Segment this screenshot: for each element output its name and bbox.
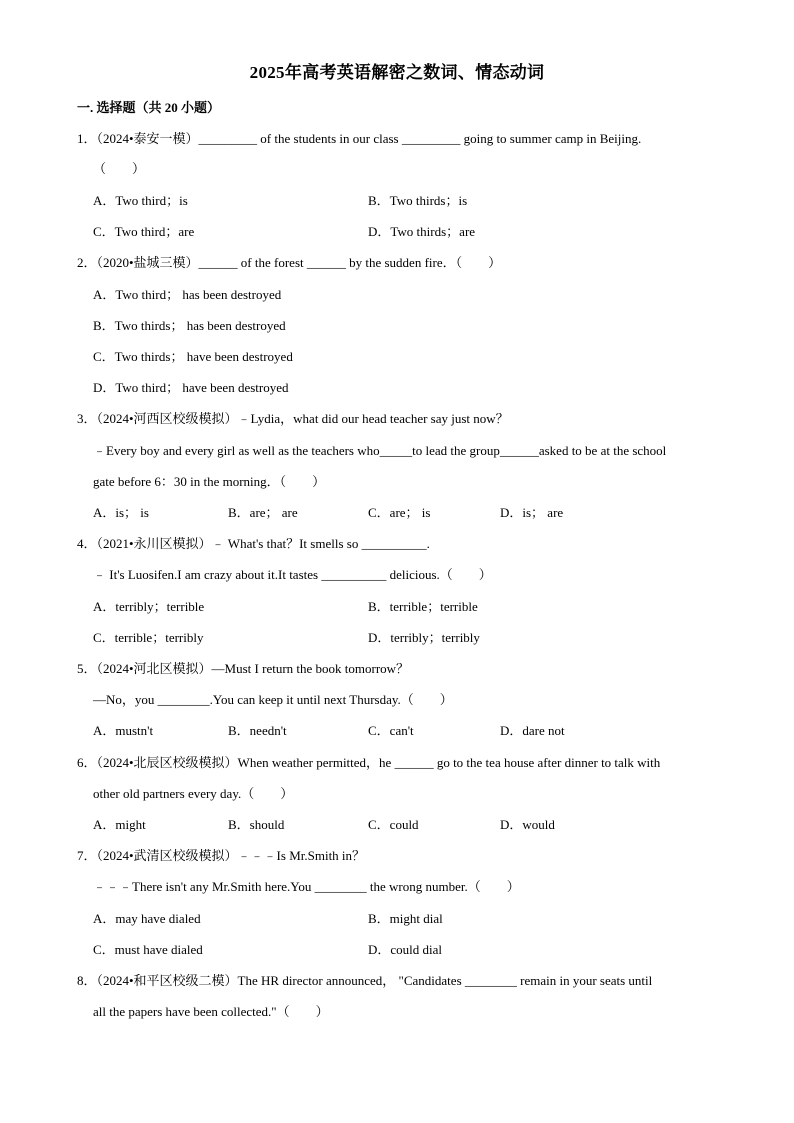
question-2-option-b[interactable]: B．Two thirds； has been destroyed bbox=[93, 318, 286, 333]
question-2-option-c[interactable]: C．Two thirds； have been destroyed bbox=[93, 349, 293, 364]
question-4-option-d[interactable]: D．terribly；terribly bbox=[368, 630, 480, 645]
question-6-option-d[interactable]: D．would bbox=[500, 817, 555, 832]
page-title: 2025年高考英语解密之数词、情态动词 bbox=[249, 63, 545, 82]
question-1-option-a[interactable]: A．Two third；is bbox=[93, 193, 188, 208]
question-3-stem-line-3: gate before 6：30 in the morning．（ ） bbox=[93, 474, 326, 489]
question-7-stem-line-2: ﹣﹣﹣There isn't any Mr.Smith here.You ________ the wrong number.（ ） bbox=[93, 879, 520, 894]
question-6-option-b[interactable]: B．should bbox=[228, 817, 285, 832]
question-5-stem-line-2: —No，you ________.You can keep it until next Thursday.（ ） bbox=[93, 692, 453, 707]
question-3-option-c[interactable]: C．are； is bbox=[368, 505, 431, 520]
question-2-stem: 2．（2020•盐城三模）______ of the forest ______ by the sudden fire．（ ） bbox=[77, 255, 502, 270]
question-3-stem: 3．（2024•河西区校级模拟）﹣Lydia，what did our head teacher say just now？ bbox=[77, 411, 509, 426]
question-8-stem: 8．（2024•和平区校级二模）The HR director announced， "Candidates ________ remain in your seats until bbox=[77, 973, 653, 988]
question-7-option-b[interactable]: B．might dial bbox=[368, 911, 443, 926]
question-5-option-d[interactable]: D．dare not bbox=[500, 723, 565, 738]
question-8-stem-line-2: all the papers have been collected."（ ） bbox=[93, 1004, 329, 1019]
question-1-stem: 1．（2024•泰安一模）_________ of the students in our class _________ going to summer camp in Beijing. bbox=[77, 131, 642, 146]
question-7-stem: 7．（2024•武清区校级模拟）﹣﹣﹣Is Mr.Smith in？ bbox=[77, 848, 366, 863]
question-4-option-a[interactable]: A．terribly；terrible bbox=[93, 599, 205, 614]
question-5-option-c[interactable]: C．can't bbox=[368, 723, 414, 738]
question-6-stem: 6．（2024•北辰区校级模拟）When weather permitted，he ______ go to the tea house after dinner to talk with bbox=[77, 755, 661, 770]
question-7-option-a[interactable]: A．may have dialed bbox=[93, 911, 201, 926]
question-7-option-d[interactable]: D．could dial bbox=[368, 942, 443, 957]
question-5-stem: 5．（2024•河北区模拟）—Must I return the book tomorrow？ bbox=[77, 661, 410, 676]
question-4-stem-line-2: ﹣ It's Luosifen.I am crazy about it.It tastes __________ delicious.（ ） bbox=[93, 567, 492, 582]
question-1-answer-blank: （ ） bbox=[93, 161, 146, 176]
question-3-option-d[interactable]: D．is； are bbox=[500, 505, 564, 520]
question-1-option-d[interactable]: D．Two thirds；are bbox=[368, 224, 476, 239]
question-3-option-a[interactable]: A．is； is bbox=[93, 505, 149, 520]
question-1-option-c[interactable]: C．Two third；are bbox=[93, 224, 195, 239]
question-5-option-a[interactable]: A．mustn't bbox=[93, 723, 154, 738]
question-2-option-d[interactable]: D．Two third； have been destroyed bbox=[93, 380, 289, 395]
question-6-option-a[interactable]: A．might bbox=[93, 817, 146, 832]
question-2-option-a[interactable]: A．Two third； has been destroyed bbox=[93, 287, 282, 302]
question-1-option-b[interactable]: B．Two thirds；is bbox=[368, 193, 468, 208]
question-5-option-b[interactable]: B．needn't bbox=[228, 723, 287, 738]
question-3-option-b[interactable]: B．are； are bbox=[228, 505, 298, 520]
question-7-option-c[interactable]: C．must have dialed bbox=[93, 942, 203, 957]
question-4-option-c[interactable]: C．terrible；terribly bbox=[93, 630, 204, 645]
question-6-stem-line-2: other old partners every day.（ ） bbox=[93, 786, 294, 801]
question-6-option-c[interactable]: C．could bbox=[368, 817, 419, 832]
question-4-stem: 4．（2021•永川区模拟）﹣ What's that？It smells so __________. bbox=[77, 536, 430, 551]
question-3-stem-line-2: ﹣Every boy and every girl as well as the teachers who_____to lead the group______asked to be at the school bbox=[93, 443, 667, 458]
question-4-option-b[interactable]: B．terrible；terrible bbox=[368, 599, 478, 614]
section-heading: 一. 选择题（共 20 小题） bbox=[77, 100, 221, 115]
